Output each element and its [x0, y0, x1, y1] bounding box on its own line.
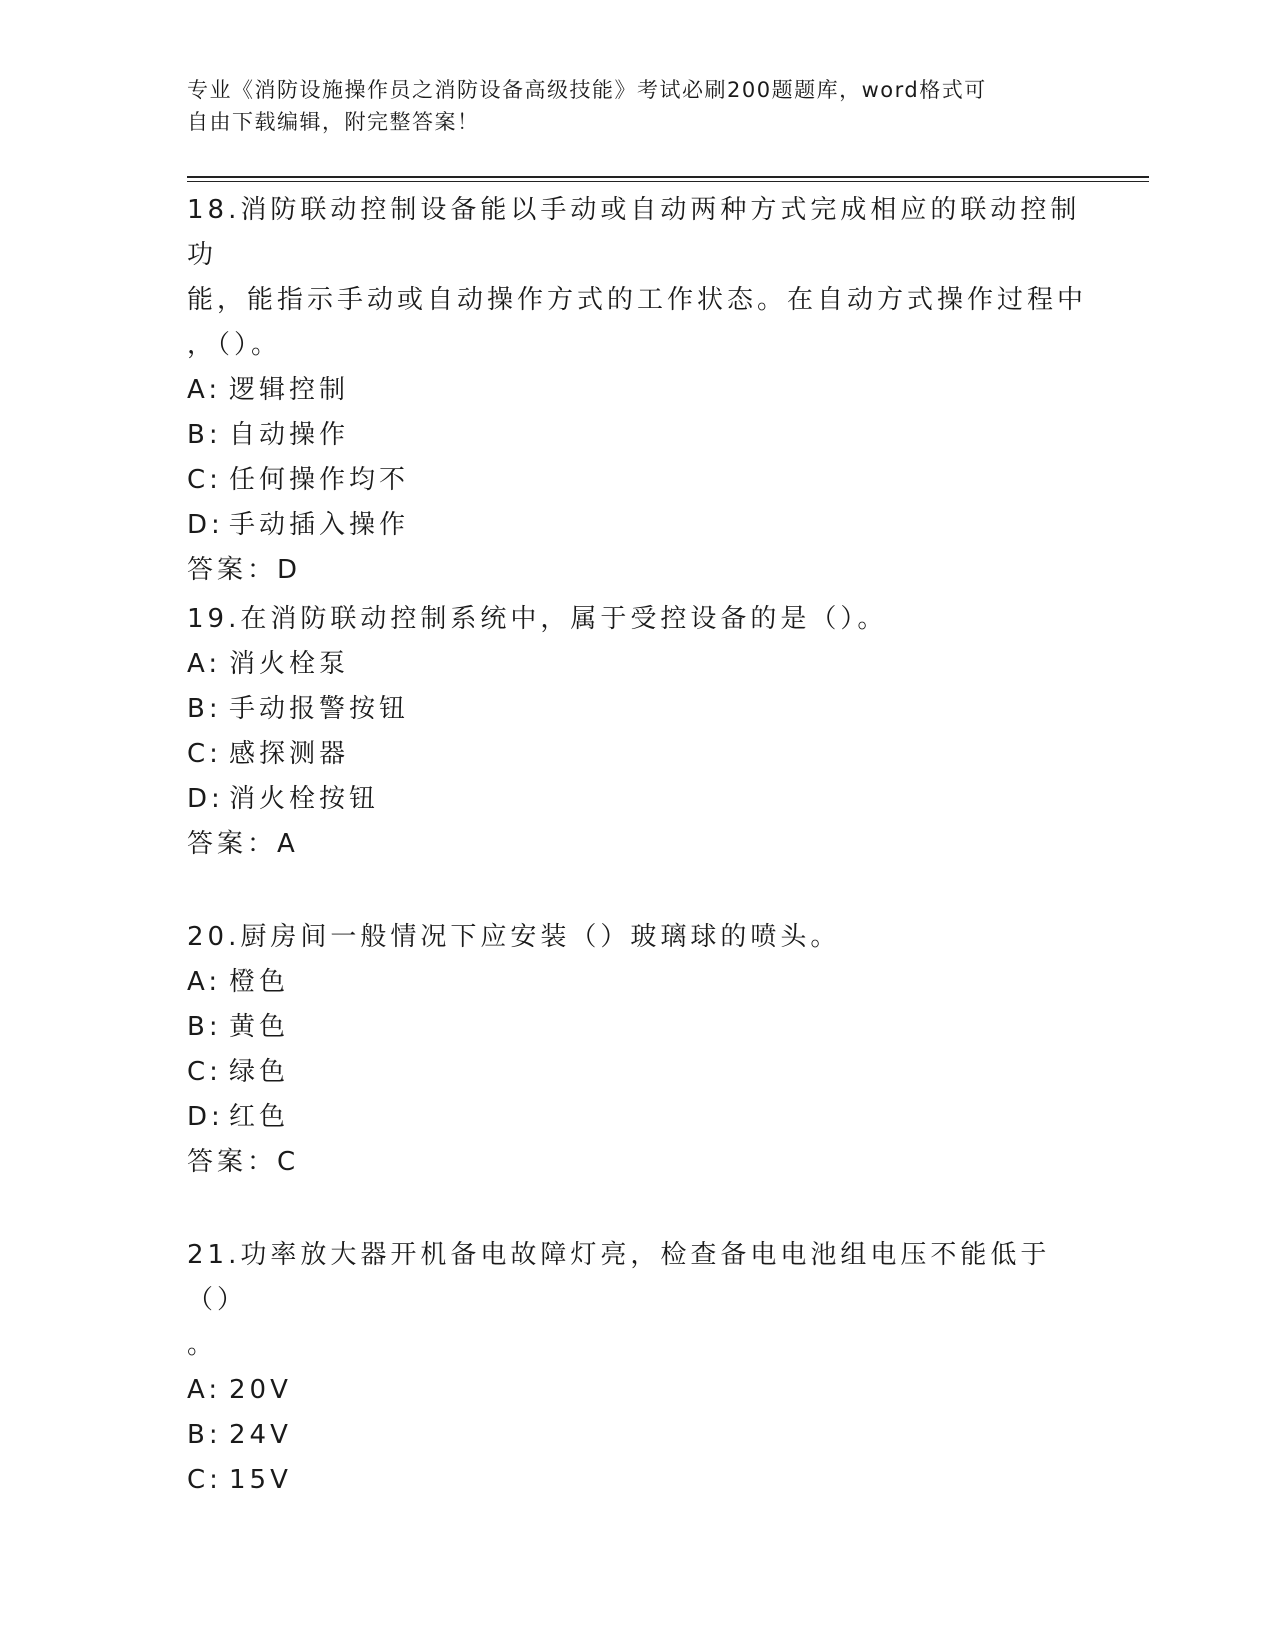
option-text: 手动插入操作 [229, 510, 410, 540]
option-b [187, 413, 1087, 458]
option-a [187, 960, 1087, 1005]
option-text: 黄色 [229, 1012, 290, 1042]
option-letter: A: [187, 1375, 222, 1405]
answer-line: 答案：D [187, 555, 302, 585]
header-divider [187, 176, 1149, 182]
header-line-1: 专业《消防设施操作员之消防设备高级技能》考试必刷200题题库，word格式可 [187, 78, 987, 102]
option-letter: C: [187, 739, 222, 769]
option-d [187, 1095, 1087, 1140]
option-c [187, 1050, 1087, 1095]
question-stem [187, 915, 1087, 960]
question-20 [187, 915, 1087, 1185]
stem-line: 。 [187, 1330, 218, 1360]
stem-line: 19.在消防联动控制系统中，属于受控设备的是（）。 [187, 604, 888, 634]
option-c [187, 458, 1087, 503]
question-18 [187, 188, 1087, 593]
stem-line: ，（）。 [187, 330, 282, 360]
option-letter: C: [187, 1057, 222, 1087]
option-letter: B: [187, 1012, 222, 1042]
option-text: 逻辑控制 [229, 375, 350, 405]
option-b [187, 687, 1087, 732]
question-stem [187, 1233, 1087, 1368]
question-stem [187, 188, 1087, 368]
option-text: 红色 [229, 1102, 290, 1132]
option-text: 手动报警按钮 [229, 694, 410, 724]
option-d [187, 777, 1087, 822]
stem-line: 20.厨房间一般情况下应安装（）玻璃球的喷头。 [187, 922, 841, 952]
option-letter: B: [187, 420, 222, 450]
option-letter: B: [187, 1420, 222, 1450]
option-text: 24V [229, 1420, 292, 1450]
document-header [187, 74, 1067, 138]
stem-line: 18.消防联动控制设备能以手动或自动两种方式完成相应的联动控制功 [187, 195, 1081, 270]
option-letter: B: [187, 694, 222, 724]
question-stem [187, 597, 1087, 642]
option-text: 任何操作均不 [229, 465, 410, 495]
option-letter: A: [187, 967, 222, 997]
option-a [187, 642, 1087, 687]
option-letter: D: [187, 784, 224, 814]
option-letter: A: [187, 375, 222, 405]
option-letter: D: [187, 510, 224, 540]
option-letter: A: [187, 649, 222, 679]
header-line-2: 自由下载编辑，附完整答案！ [187, 110, 480, 134]
stem-line: 能，能指示手动或自动操作方式的工作状态。在自动方式操作过程中 [187, 285, 1088, 315]
option-text: 20V [229, 1375, 292, 1405]
stem-line: 21.功率放大器开机备电故障灯亮，检查备电电池组电压不能低于（） [187, 1240, 1051, 1315]
question-19 [187, 597, 1087, 867]
option-b [187, 1413, 1087, 1458]
option-letter: C: [187, 465, 222, 495]
option-d [187, 503, 1087, 548]
option-c [187, 732, 1087, 777]
answer-line: 答案：A [187, 829, 299, 859]
option-text: 消火栓泵 [229, 649, 350, 679]
question-21 [187, 1233, 1087, 1503]
option-letter: D: [187, 1102, 224, 1132]
option-b [187, 1005, 1087, 1050]
option-text: 绿色 [229, 1057, 290, 1087]
option-c [187, 1458, 1087, 1503]
option-letter: C: [187, 1465, 222, 1495]
option-text: 15V [229, 1465, 292, 1495]
option-a [187, 368, 1087, 413]
answer-line: 答案：C [187, 1147, 300, 1177]
option-a [187, 1368, 1087, 1413]
option-text: 橙色 [229, 967, 290, 997]
option-text: 消火栓按钮 [229, 784, 380, 814]
option-text: 自动操作 [229, 420, 350, 450]
option-text: 感探测器 [229, 739, 350, 769]
